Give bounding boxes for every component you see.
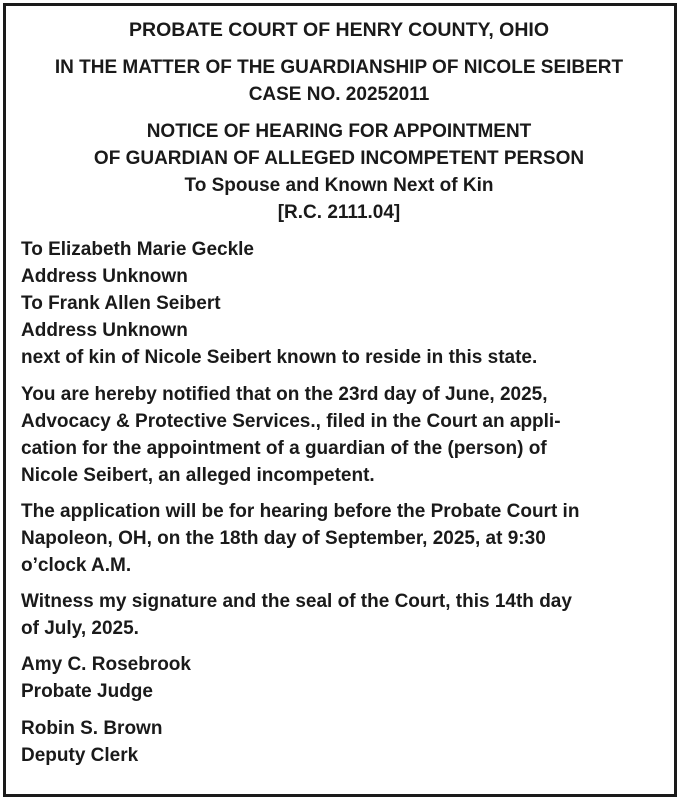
- hearing-paragraph: [21, 498, 657, 579]
- paragraph-line: Nicole Seibert, an alleged incompetent.: [21, 465, 375, 486]
- paragraph-line: The application will be for hearing before the Probate Court in: [21, 501, 580, 522]
- paragraph-line: You are hereby notified that on the 23rd day of June, 2025,: [21, 384, 548, 405]
- case-heading: [21, 54, 657, 108]
- court-heading: PROBATE COURT OF HENRY COUNTY, OHIO: [129, 19, 549, 41]
- case-number: CASE NO. 20252011: [248, 84, 430, 105]
- witness-paragraph: [21, 588, 657, 642]
- clerk-signature: [21, 715, 657, 769]
- notification-paragraph: [21, 381, 657, 489]
- notice-title-line-2: OF GUARDIAN OF ALLEGED INCOMPETENT PERSON: [93, 148, 585, 169]
- judge-title: Probate Judge: [21, 681, 153, 702]
- recipient-address-1: Address Unknown: [21, 266, 188, 287]
- statute-reference: [R.C. 2111.04]: [277, 202, 401, 223]
- recipients-block: [21, 236, 657, 371]
- legal-notice: [21, 17, 657, 779]
- paragraph-line: o’clock A.M.: [21, 555, 132, 576]
- paragraph-line: of July, 2025.: [21, 618, 139, 639]
- notice-subtitle: To Spouse and Known Next of Kin: [184, 175, 494, 196]
- recipient-name-2: To Frank Allen Seibert: [21, 293, 221, 314]
- clerk-title: Deputy Clerk: [21, 745, 139, 766]
- notice-title-line-1: NOTICE OF HEARING FOR APPOINTMENT: [146, 121, 532, 142]
- paragraph-line: cation for the appointment of a guardian of the (person) of: [21, 438, 547, 459]
- recipient-address-2: Address Unknown: [21, 320, 188, 341]
- clerk-name: Robin S. Brown: [21, 718, 163, 739]
- notice-title: [21, 118, 657, 226]
- judge-name: Amy C. Rosebrook: [21, 654, 191, 675]
- matter-title: IN THE MATTER OF THE GUARDIANSHIP OF NICOLE SEIBERT: [54, 57, 624, 78]
- recipient-name-1: To Elizabeth Marie Geckle: [21, 239, 255, 260]
- paragraph-line: Witness my signature and the seal of the Court, this 14th day: [21, 591, 572, 612]
- paragraph-line: Napoleon, OH, on the 18th day of September, 2025, at 9:30: [21, 528, 546, 549]
- judge-signature: [21, 651, 657, 705]
- recipient-note: next of kin of Nicole Seibert known to reside in this state.: [21, 347, 538, 368]
- paragraph-line: Advocacy & Protective Services., filed in the Court an appli-: [21, 411, 561, 432]
